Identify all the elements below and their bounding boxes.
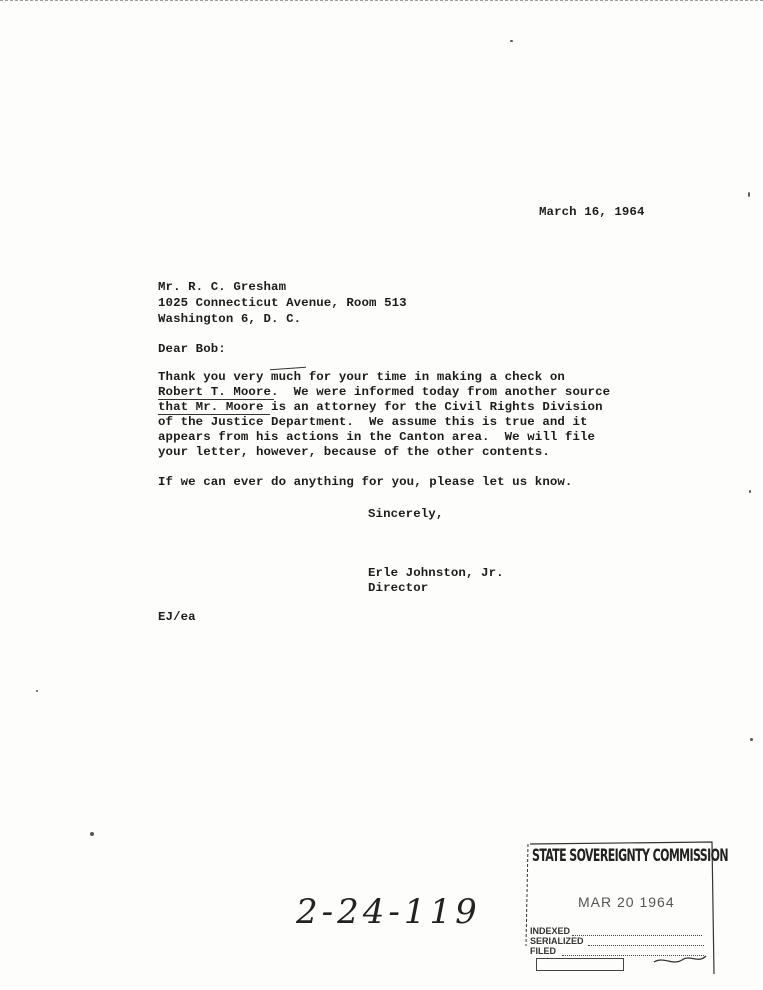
- salutation: Dear Bob:: [158, 342, 226, 356]
- stamp-field-filed: FILED: [530, 946, 556, 956]
- page-top-edge: [0, 0, 763, 5]
- body-line: Robert T. Moore. We were informed today from another source: [158, 385, 611, 399]
- paper-speck: [750, 738, 753, 741]
- received-stamp: [522, 836, 728, 978]
- body-line: that Mr. Moore is an attorney for the Civil Rights Division: [158, 400, 603, 414]
- paper-speck: [749, 490, 751, 493]
- address-line: Mr. R. C. Gresham: [158, 280, 287, 294]
- typist-initials: EJ/ea: [158, 610, 196, 624]
- stamp-dotted-line: [562, 955, 704, 956]
- address-line: 1025 Connecticut Avenue, Room 513: [158, 296, 407, 310]
- letter-date: March 16, 1964: [539, 205, 645, 219]
- pen-underline: [158, 414, 270, 415]
- body-line: Thank you very much for your time in making a check on: [158, 370, 565, 384]
- body-line: appears from his actions in the Canton area. We will file: [158, 430, 596, 444]
- closing-paragraph: If we can ever do anything for you, please let us know.: [158, 475, 573, 489]
- stamp-dotted-line: [572, 935, 702, 936]
- body-line: of the Justice Department. We assume this is true and it: [158, 415, 588, 429]
- stamp-date: MAR 20 1964: [578, 894, 675, 910]
- signer-title: Director: [368, 581, 429, 595]
- paper-speck: [748, 192, 750, 197]
- paper-speck: [90, 832, 94, 836]
- paper-speck: [510, 40, 513, 42]
- pen-underline: [158, 399, 274, 400]
- stamp-title: STATE SOVEREIGNTY COMMISSION: [532, 846, 728, 865]
- body-line: your letter, however, because of the other contents.: [158, 445, 550, 459]
- stamp-field-serialized: SERIALIZED: [530, 936, 584, 946]
- stamp-entry-box: [536, 958, 624, 971]
- paper-speck: [36, 690, 38, 692]
- stamp-dotted-line: [588, 945, 704, 946]
- address-line: Washington 6, D. C.: [158, 312, 302, 326]
- stamp-field-indexed: INDEXED: [530, 926, 571, 936]
- handwritten-file-number: 2-24-119: [296, 892, 481, 932]
- signer-name: Erle Johnston, Jr.: [368, 566, 504, 580]
- complimentary-close: Sincerely,: [368, 507, 444, 521]
